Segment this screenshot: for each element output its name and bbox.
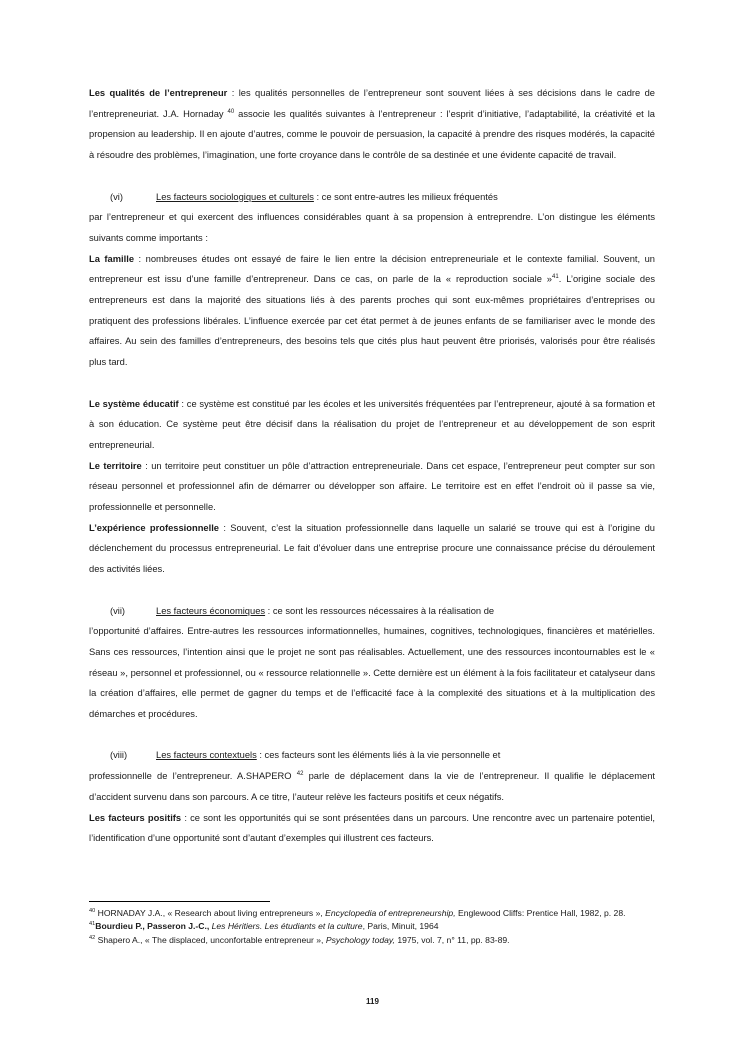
paragraph-sociologiques: par l’entrepreneur et qui exercent des influences considérables quant à sa propension à entreprendre. L’on distingue les éléments suivants comme importants : [89,212,655,243]
footnote-ref: 42 [296,771,304,778]
section-title: Les facteurs contextuels [156,750,257,761]
term-experience: L’expérience professionnelle [89,522,219,533]
footnote-40: $^{40}$ HORNADAY J.A., « Research about living entrepreneurs », Encyclopedia of entrepreneurship, Englewood Cliffs: Prentice Hall, 1982, p. 28. [89,908,626,918]
paragraph-famille: La famille : nombreuses études ont essayé de faire le lien entre la décision entrepreneuriale et le contexte familial. Souvent, un entrepreneur est issu d’une famille d’entrepreneur. Dans ce cas, on parle de la « reproduction sociale »$^{41}$. L’origine sociale des entrepreneurs est dans la majorité des situations liés à des parents proches qui sont eux-mêmes propriétaires d’entreprises ou pratiquent des professions libérales. L’influence exercée par cet état permet à de jeunes enfants de se familiariser avec le monde des affaires. Au sein des familles d’entrepreneurs, des besoins tels que cités plus haut peuvent être priorisés, valorisés pour être réalisés plus tard. [89,253,655,368]
paragraph-positifs: Les facteurs positifs : ce sont les opportunités qui se sont présentées dans un parcours. Une rencontre avec un partenaire potentiel, l’identification d’une opportunité sont d’autant d’exemples qui illustrent ces facteurs. [89,812,655,844]
footnote-divider [89,901,270,902]
term-positifs: Les facteurs positifs [89,812,182,823]
term-qualites: Les qualités de l’entrepreneur [89,88,228,98]
term-educatif: Le système éducatif [89,398,179,409]
section-title: Les facteurs sociologiques et culturels [156,191,314,202]
paragraph-educatif: Le système éducatif : ce système est constitué par les écoles et les universités fréquentées par l’entrepreneur, ajouté à sa formation et à son éducation. Ce système peut être décisif dans la réalisation du projet de l’entrepreneur et au développement de son esprit entrepreneurial. [89,398,656,450]
paragraph-territoire: Le territoire : un territoire peut constituer un pôle d’attraction entrepreneuriale. Dans cet espace, l’entrepreneur peut compter sur son réseau personnel et professionnel afin de démarrer ou développer son affaire. Le territoire est en effet l’endroit où il passe sa vie, professionnelle et personnelle. [89,460,655,513]
paragraph-contextuels: professionnelle de l’entrepreneur. A.SHAPERO $^{42}$ parle de déplacement dans la vie de l’entrepreneur. Il qualifie le déplacement d’accident survenu dans son parcours. A ce titre, l’auteur relève les facteurs positifs et ceux négatifs. [89,771,655,802]
section-heading-viii: (viii) Les facteurs contextuels : ces facteurs sont les éléments liés à la vie personnelle et [110,750,501,761]
page-body [89,83,655,849]
term-famille: La famille [89,253,135,264]
term-territoire: Le territoire [89,460,142,471]
section-heading-vi: (vi) Les facteurs sociologiques et culturels : ce sont entre-autres les milieux fréquentés [110,191,498,202]
section-title: Les facteurs économiques [156,605,266,616]
footnote-ref: 40 [227,108,235,115]
page-number: 119 [366,997,379,1006]
paragraph-qualites: Les qualités de l’entrepreneur : les qualités personnelles de l’entrepreneur sont souvent liées à ses décisions dans le cadre de l’entrepreneuriat. J.A. Hornaday $^{40}$ associe les qualités suivantes à l’entrepreneur : l’esprit d’initiative, l’adaptabilité, la créativité et la propension au leadership. Il en ajoute d’autres, comme le pouvoir de persuasion, la capacité à prendre des risques modérés, la capacité à résoudre des problèmes, l’imagination, une forte croyance dans le contrôle de sa destinée et une évidente capacité de travail. [89,88,655,161]
footnote-42: $^{42}$ Shapero A., « The displaced, unconfortable entrepreneur », Psychology today, 1975, vol. 7, n° 11, pp. 83-89. [89,934,510,945]
section-heading-vii: (vii) Les facteurs économiques : ce sont les ressources nécessaires à la réalisation de [110,605,495,616]
footnote-41: $^{41}$Bourdieu P., Passeron J.-C., Les Héritiers. Les étudiants et la culture, Paris, Minuit, 1964 [89,921,439,932]
paragraph-economiques: l’opportunité d’affaires. Entre-autres les ressources informationnelles, humaines, cognitives, technologiques, financières et matérielles. Sans ces ressources, l’intention ainsi que le projet ne sont pas réalisables. Actuellement, une des ressources incontournables est le « réseau », personnel et professionnel, ou « ressource relationnelle ». Cette dernière est un élément à la fois facilitateur et catalyseur dans la création d’affaires, elle permet de gagner du temps et de l’efficacité face à la complexité des situations et à la multiplication des démarches et procédures. [89,626,655,720]
footnotes [89,907,655,947]
footnote-ref: 41 [552,274,559,281]
paragraph-experience: L’expérience professionnelle : Souvent, c’est la situation professionnelle dans laquelle un salarié se trouve qui est à l’origine du déclenchement du processus entrepreneurial. Le fait d’évoluer dans une entreprise procure une connaissance précise du déroulement des activités liées. [89,522,655,575]
